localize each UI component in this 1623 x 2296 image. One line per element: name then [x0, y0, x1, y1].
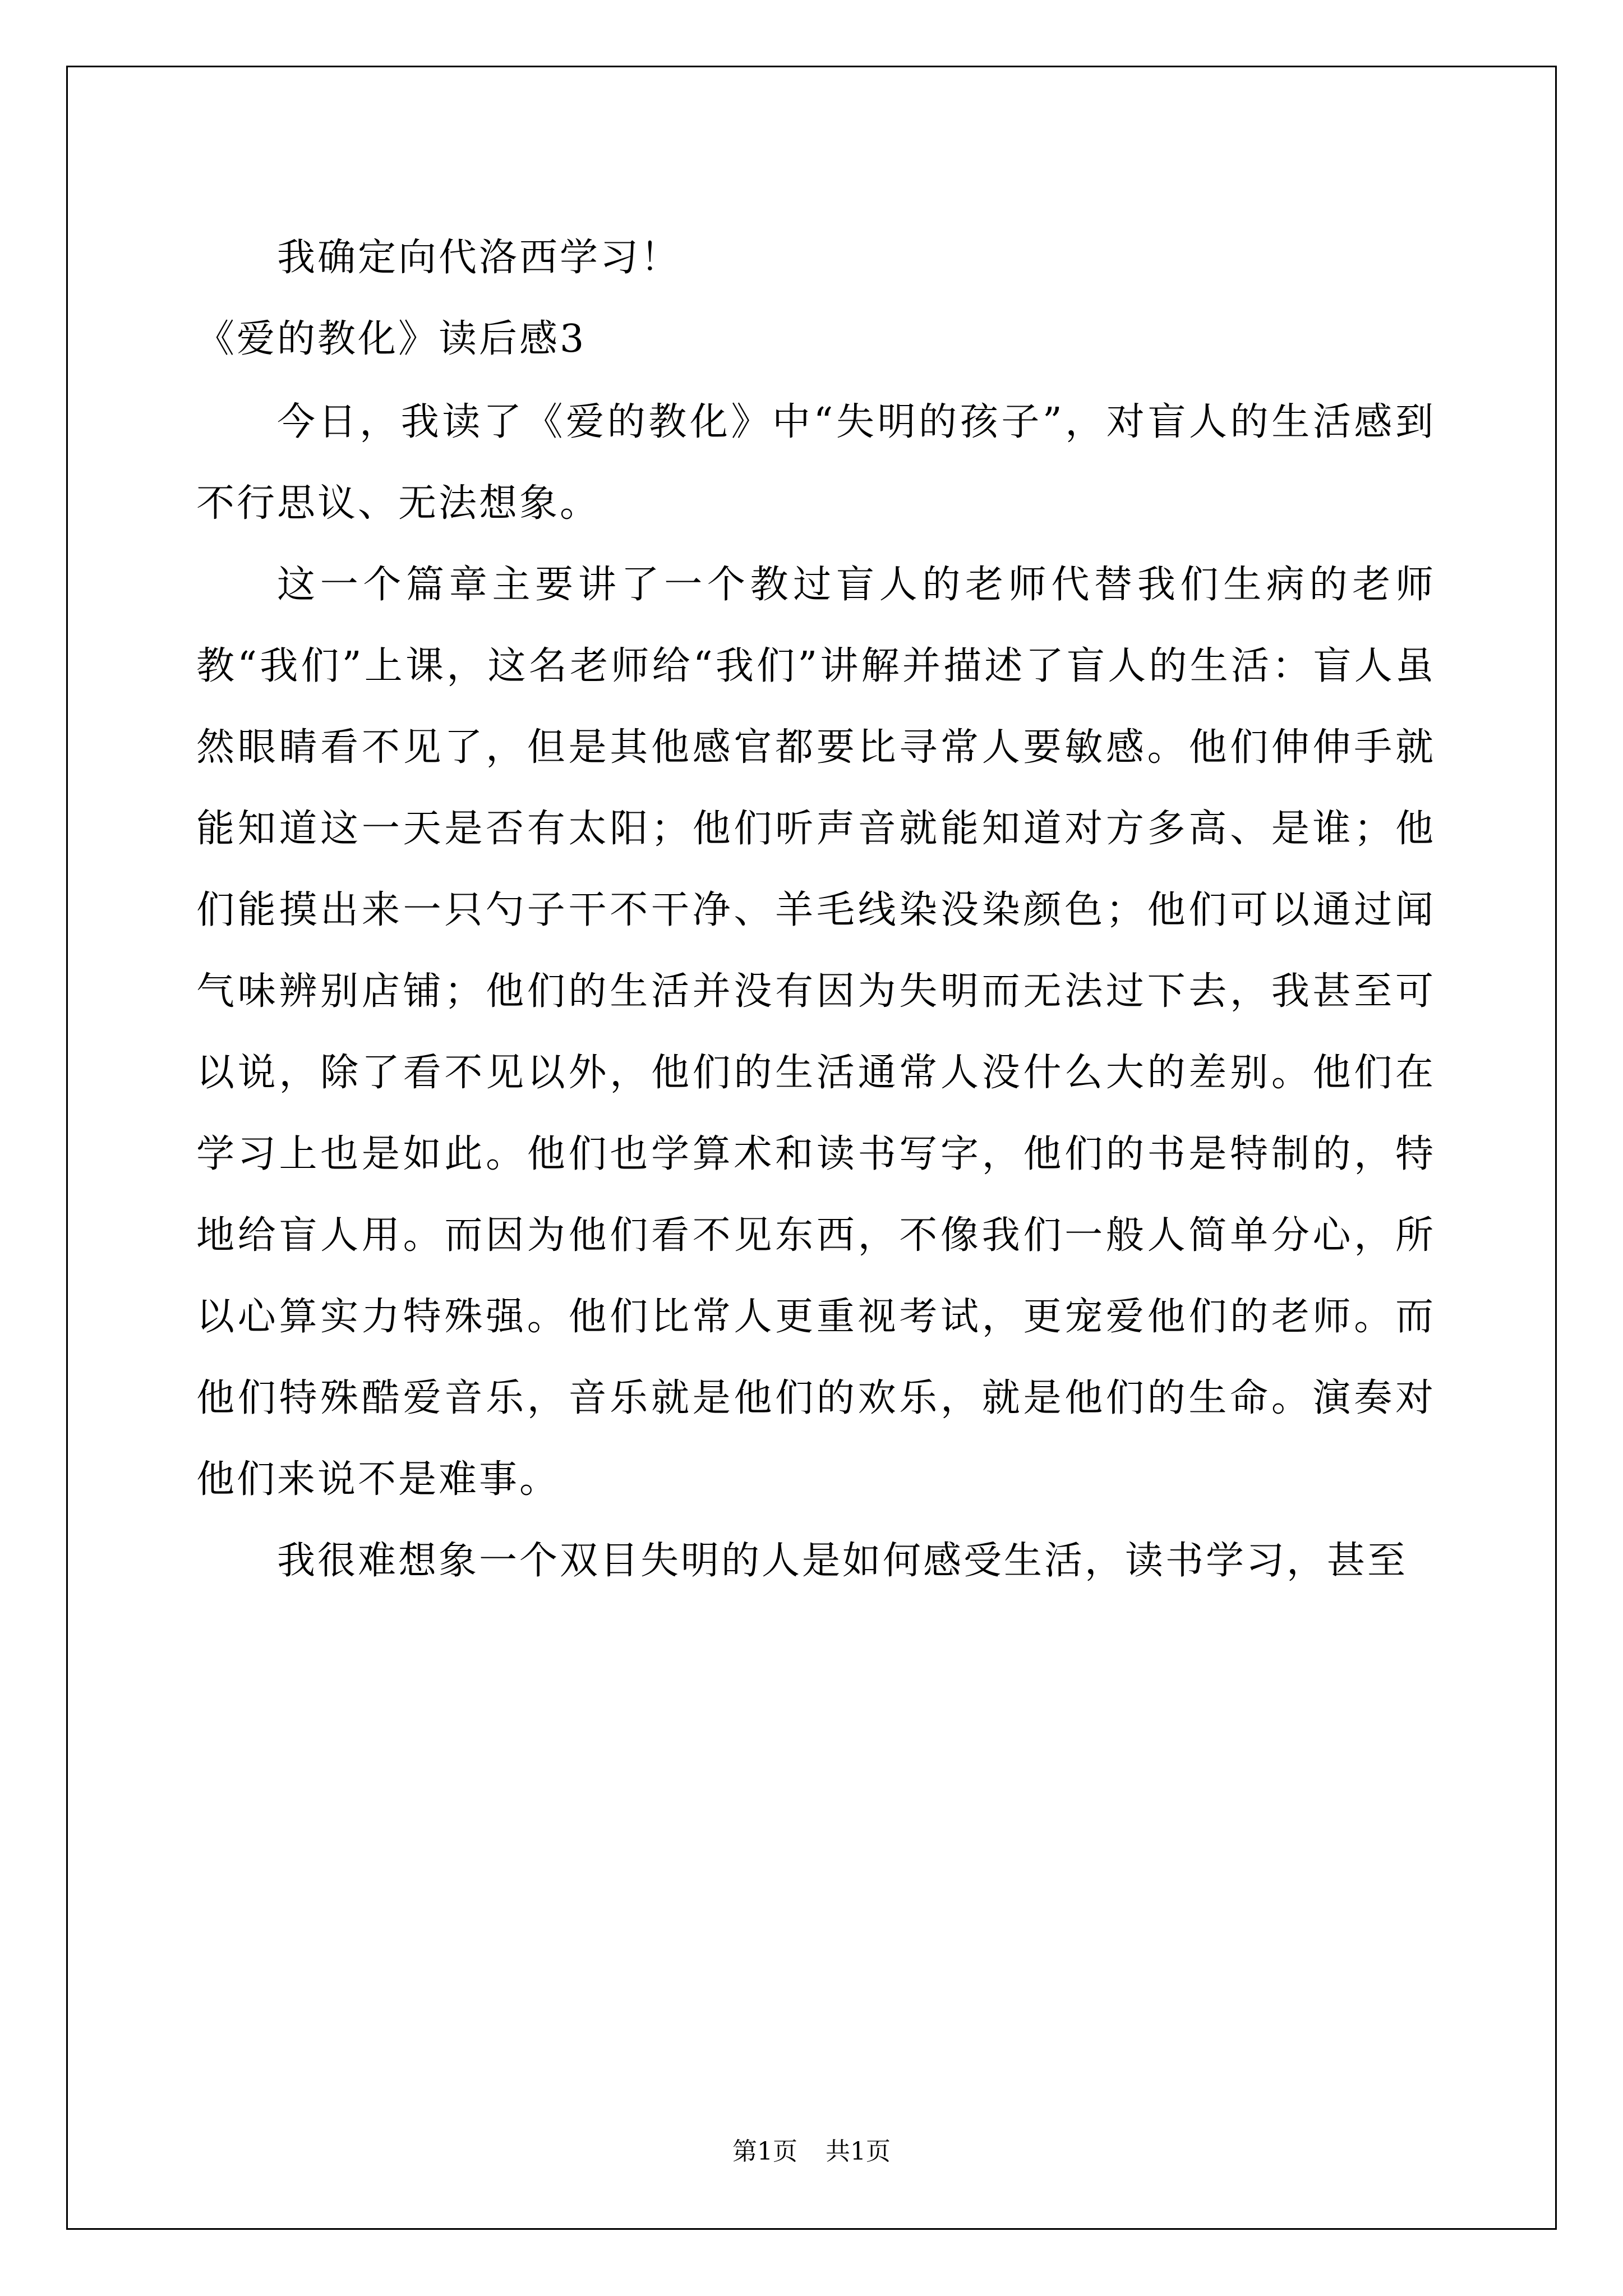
paragraph: 我很难想象一个双目失明的人是如何感受生活，读书学习，甚至	[277, 1539, 1408, 1583]
paragraph: 这一个篇章主要讲了一个教过盲人的老师代替我们生病的老师教“我们”上课，这名老师给“我们”讲解并描述了盲人的生活：盲人虽然眼睛看不见了，但是其他感官都要比寻常人要敏感。他们伸伸手就能知道这一天是否有太阳；他们听声音就能知道对方多高、是谁；他们能摸出来一只勺子干不干净、羊毛线染没染颜色；他们可以通过闻气味辨别店铺；他们的生活并没有因为失明而无法过下去，我甚至可以说，除了看不见以外，他们的生活通常人没什么大的差别。他们在学习上也是如此。他们也学算术和读书写字，他们的书是特制的，特地给盲人用。而因为他们看不见东西，不像我们一般人简单分心，所以心算实力特殊强。他们比常人更重视考试，更宠爱他们的老师。而他们特殊酷爱音乐，音乐就是他们的欢乐，就是他们的生命。演奏对他们来说不是难事。	[196, 563, 1436, 1502]
page-total: 共1页	[826, 2137, 891, 2166]
opening-line: 我确定向代洛西学习！	[277, 236, 681, 280]
page-footer	[0, 2135, 1623, 2169]
page-number: 第1页	[732, 2137, 797, 2166]
section-title: 《爱的教化》读后感3	[196, 317, 587, 361]
paragraph: 今日，我读了《爱的教化》中“失明的孩子”，对盲人的生活感到不行思议、无法想象。	[196, 400, 1436, 526]
document-body	[196, 219, 1436, 1602]
